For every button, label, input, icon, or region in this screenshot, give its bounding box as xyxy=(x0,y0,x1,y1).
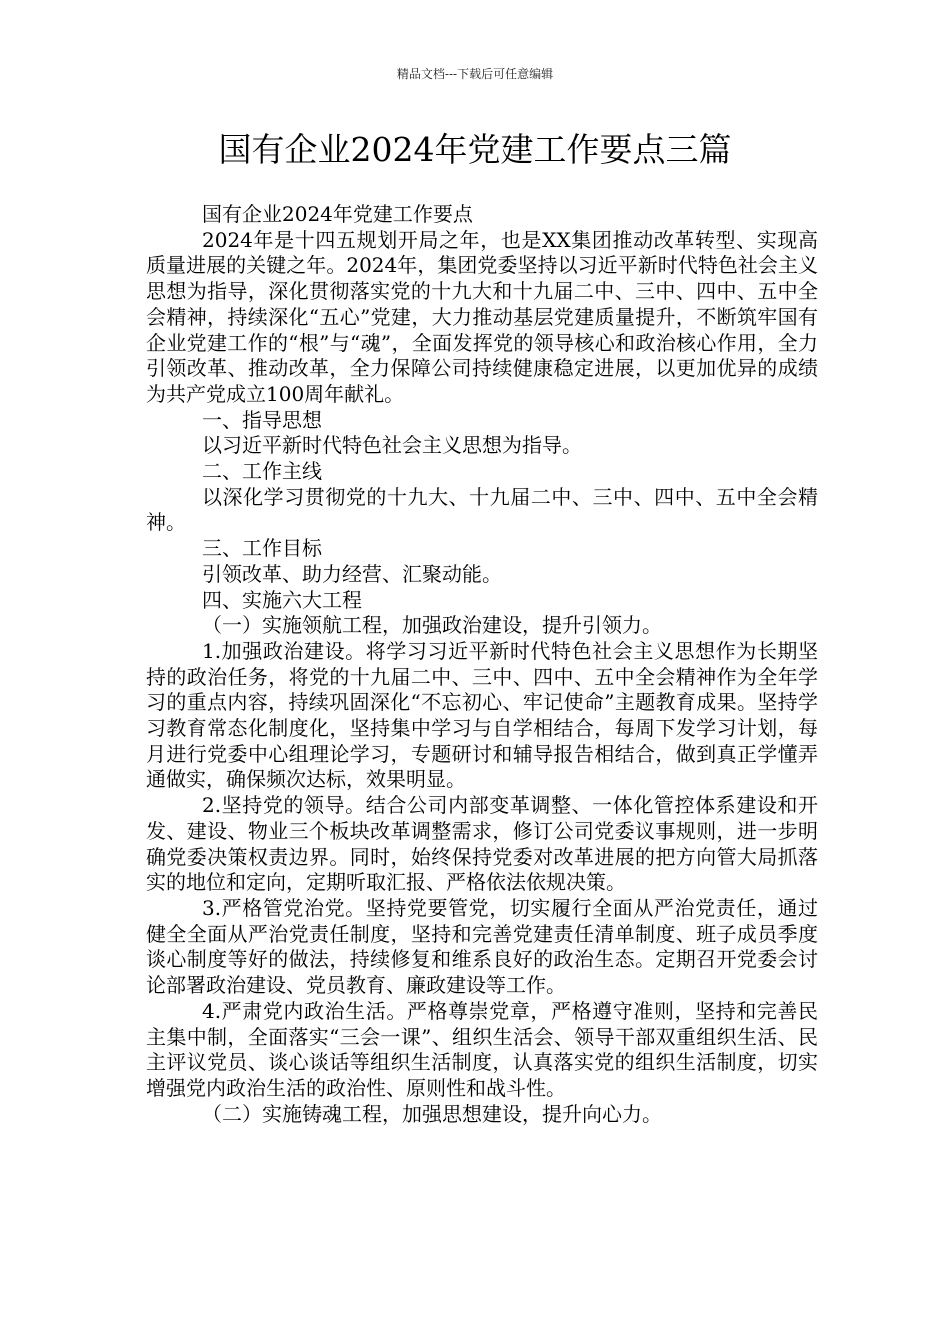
page-header: 精品文档---下载后可任意编辑 xyxy=(396,67,554,81)
paragraph: 3.严格管党治党。坚持党要管党，切实履行全面从严治党责任，通过健全全面从严治党责任制度，坚持和完善党建责任清单制度、班子成员季度谈心制度等好的做法，持续修复和维系良好的政治生态。定期召开党委会讨论部署政治建设、党员教育、廉政建设等工作。 xyxy=(146,895,818,998)
subsection-heading-pilot-project: （一）实施领航工程，加强政治建设，提升引领力。 xyxy=(202,613,662,638)
paragraph: 以习近平新时代特色社会主义思想为指导。 xyxy=(202,433,582,458)
section-heading-work-goals: 三、工作目标 xyxy=(202,536,322,561)
paragraph: 4.严肃党内政治生活。严格尊崇党章，严格遵守准则，坚持和完善民主集中制，全面落实“三会一课”、组织生活会、领导干部双重组织生活、民主评议党员、谈心谈话等组织生活制度，认真落实党的组织生活制度，切实增强党内政治生活的政治性、原则性和战斗性。 xyxy=(146,998,818,1100)
paragraph: 1.加强政治建设。将学习习近平新时代特色社会主义思想作为长期坚持的政治任务，将党的十九届二中、三中、四中、五中全会精神作为全年学习的重点内容，持续巩固深化“不忘初心、牢记使命”主题教育成果。坚持学习教育常态化制度化，坚持集中学习与自学相结合，每周下发学习计划，每月进行党委中心组理论学习，专题研讨和辅导报告相结合，做到真正学懂弄通做实，确保频次达标，效果明显。 xyxy=(146,638,818,792)
subsection-heading-soul-project: （二）实施铸魂工程，加强思想建设，提升向心力。 xyxy=(202,1101,662,1126)
section-heading-guiding-ideology: 一、指导思想 xyxy=(202,407,322,432)
paragraph: 以深化学习贯彻党的十九大、十九届二中、三中、四中、五中全会精神。 xyxy=(146,484,818,535)
paragraph: 2.坚持党的领导。结合公司内部变革调整、一体化管控体系建设和开发、建设、物业三个板块改革调整需求，修订公司党委议事规则，进一步明确党委决策权责边界。同时，始终保持党委对改革进展的把方向管大局抓落实的地位和定向，定期听取汇报、严格依法依规决策。 xyxy=(146,793,818,895)
document-title: 国有企业2024年党建工作要点三篇 xyxy=(218,130,732,169)
section-heading-six-projects: 四、实施六大工程 xyxy=(202,587,362,612)
document-body xyxy=(146,202,818,1127)
paragraph: 引领改革、助力经营、汇聚动能。 xyxy=(202,561,502,586)
section-heading-work-mainline: 二、工作主线 xyxy=(202,459,322,484)
subtitle: 国有企业2024年党建工作要点 xyxy=(202,202,473,226)
intro-paragraph: 2024年是十四五规划开局之年，也是XX集团推动改革转型、实现高质量进展的关键之年。2024年，集团党委坚持以习近平新时代特色社会主义思想为指导，深化贯彻落实党的十九大和十九届二中、三中、四中、五中全会精神，持续深化“五心”党建，大力推动基层党建质量提升，不断筑牢国有企业党建工作的“根”与“魂”，全面发挥党的领导核心和政治核心作用，全力引领改革、推动改革，全力保障公司持续健康稳定进展，以更加优异的成绩为共产党成立100周年献礼。 xyxy=(146,227,818,406)
